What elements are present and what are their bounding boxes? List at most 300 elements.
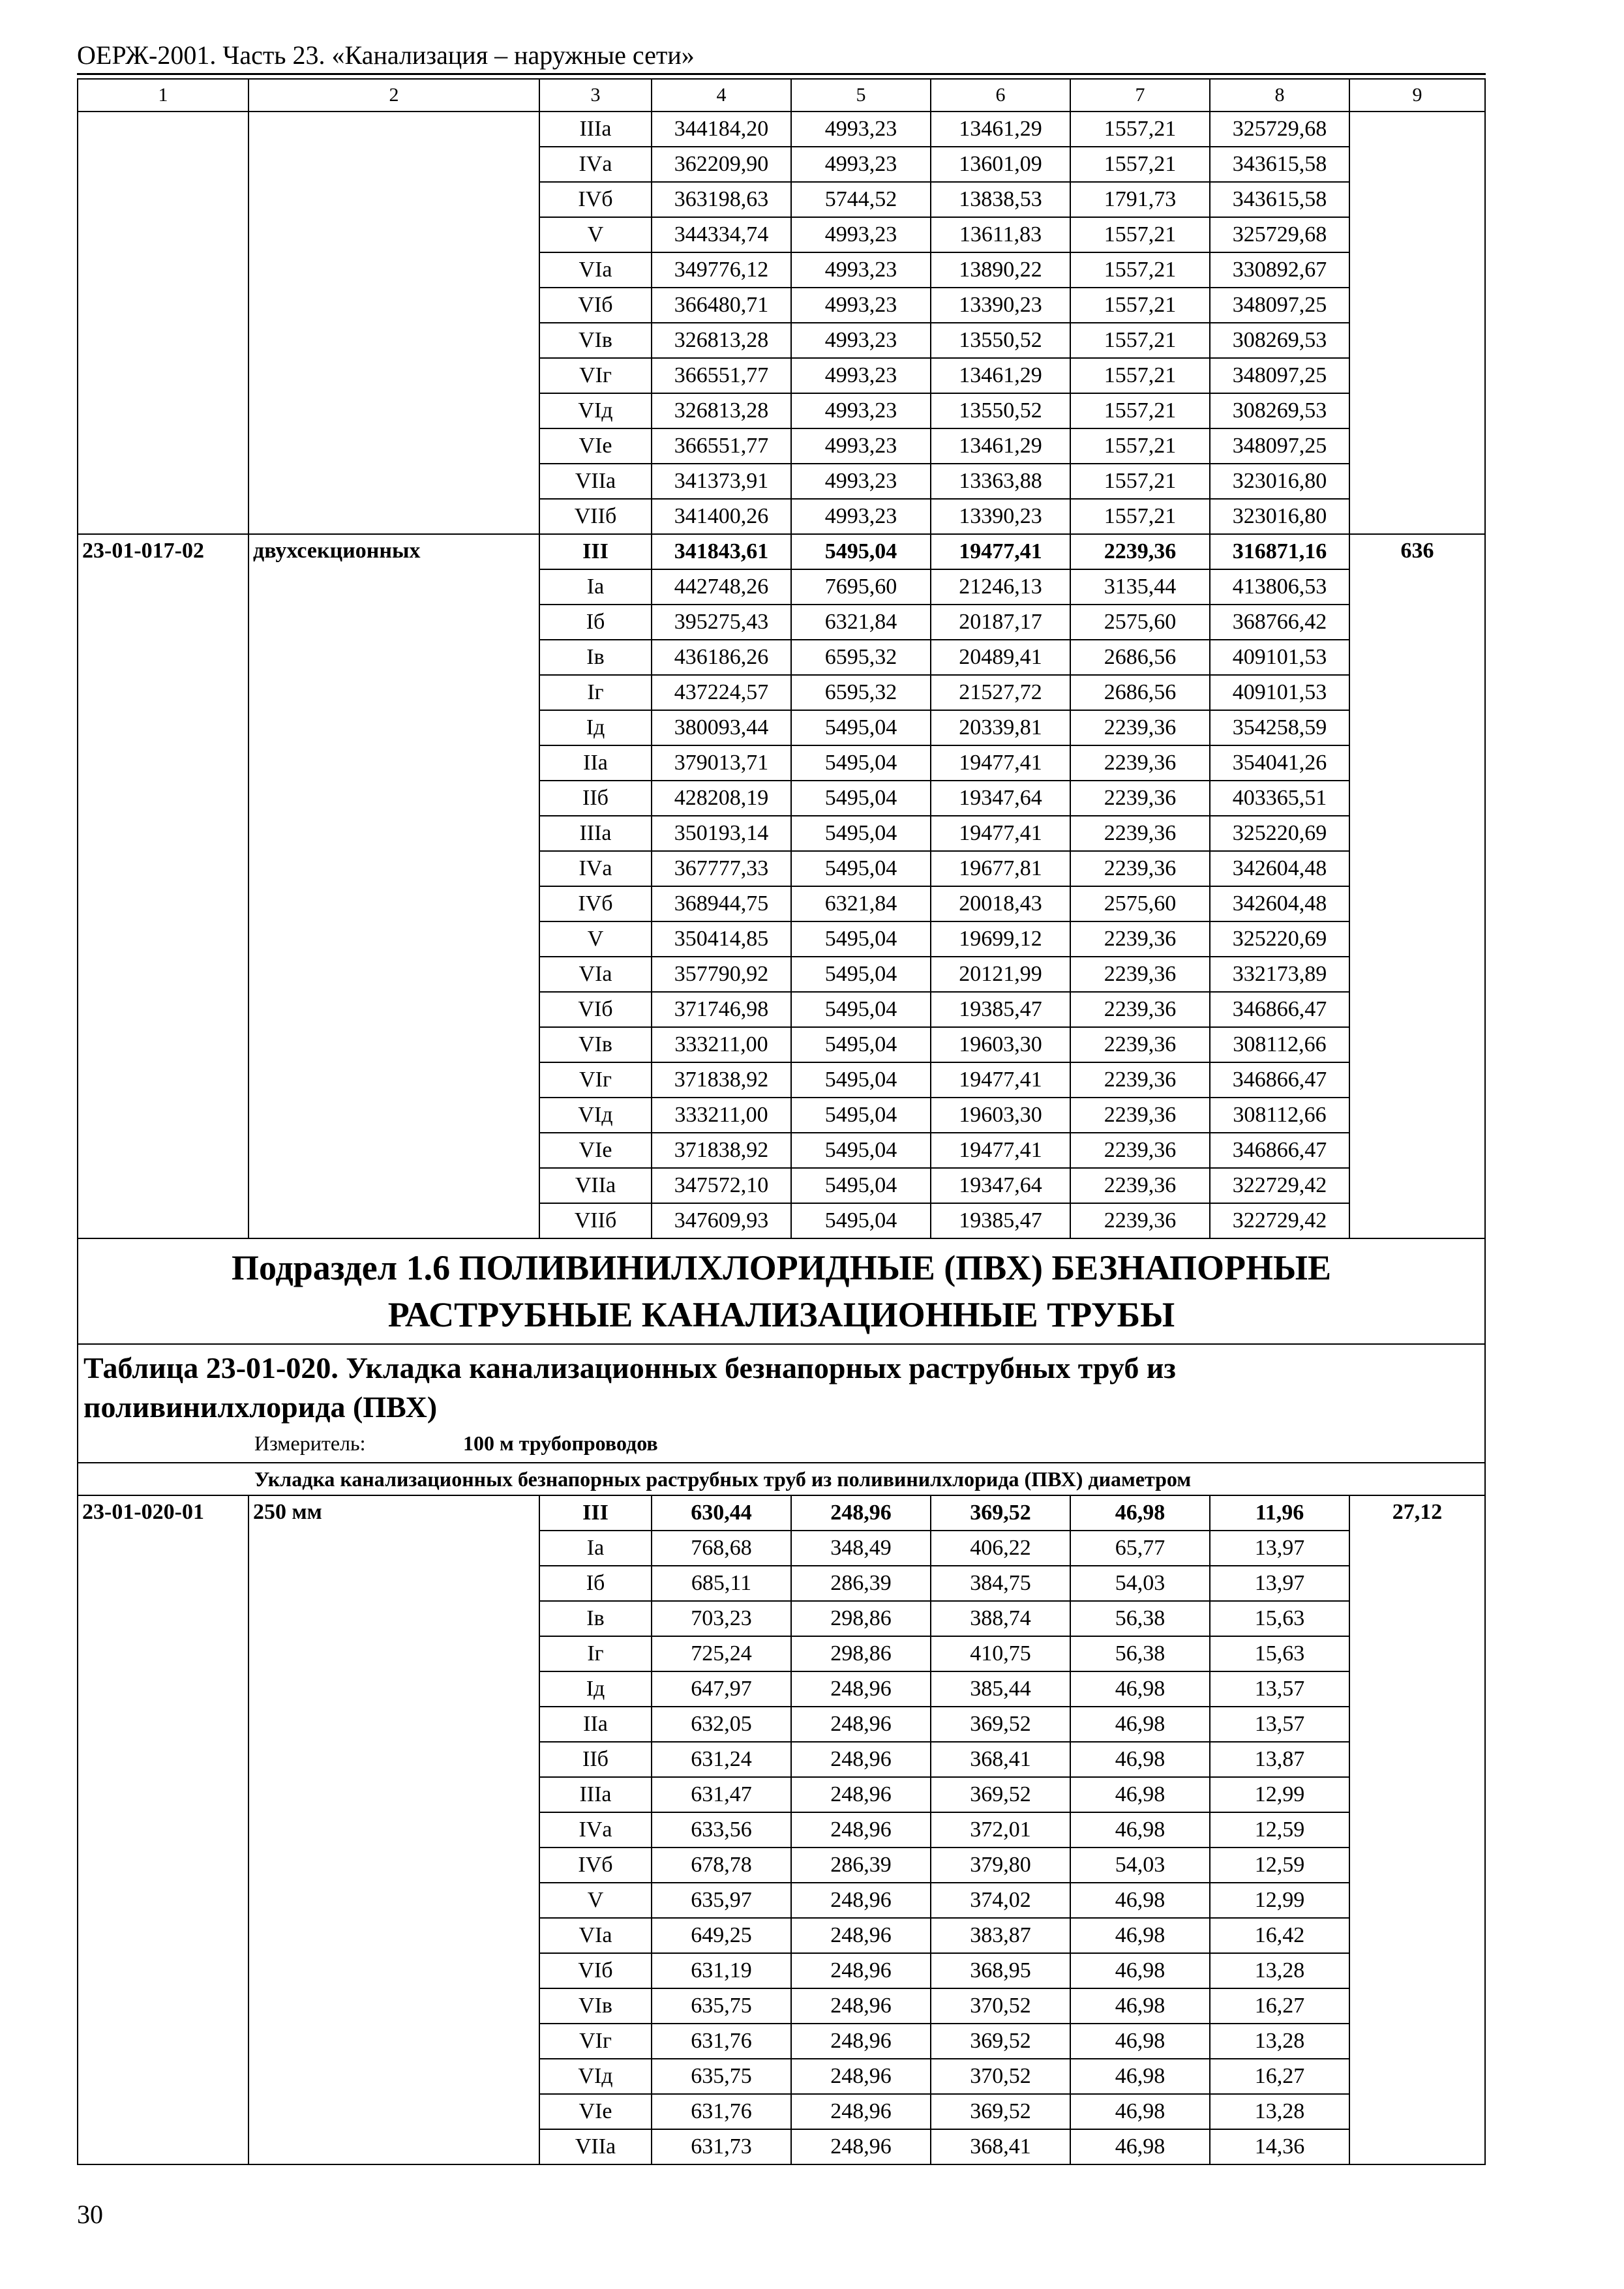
data-col-2: 395275,43 [652,605,791,640]
data-col-3: 5495,04 [791,851,931,886]
data-col-5: 65,77 [1070,1531,1210,1566]
data-col-5: 1557,21 [1070,428,1210,464]
data-col-3: 4993,23 [791,358,931,393]
data-col-6: 12,59 [1210,1848,1349,1883]
data-col-5: 46,98 [1070,2129,1210,2164]
data-col-5: 46,98 [1070,1883,1210,1918]
data-col-6: 308269,53 [1210,323,1349,358]
data-col-4: 19477,41 [931,534,1070,569]
data-col-4: 13838,53 [931,182,1070,217]
data-col-3: 4993,23 [791,217,931,252]
data-col-2: 341373,91 [652,464,791,499]
item-code [78,112,248,534]
region-code: Iб [539,1566,652,1601]
data-col-2: 725,24 [652,1636,791,1671]
data-col-5: 2239,36 [1070,710,1210,745]
region-code: IIб [539,1742,652,1777]
data-col-6: 13,87 [1210,1742,1349,1777]
data-col-4: 13390,23 [931,288,1070,323]
data-col-6: 11,96 [1210,1495,1349,1531]
data-col-4: 369,52 [931,2094,1070,2129]
data-col-2: 379013,71 [652,745,791,781]
data-col-3: 348,49 [791,1531,931,1566]
data-col-4: 368,95 [931,1953,1070,1988]
data-col-3: 248,96 [791,1918,931,1953]
section-row [78,1238,1485,1344]
data-col-3: 248,96 [791,1742,931,1777]
data-col-3: 5495,04 [791,992,931,1027]
data-col-3: 248,96 [791,1988,931,2024]
data-col-4: 410,75 [931,1636,1070,1671]
data-col-2: 344334,74 [652,217,791,252]
data-col-2: 367777,33 [652,851,791,886]
data-col-3: 5495,04 [791,1062,931,1098]
data-col-3: 248,96 [791,1707,931,1742]
data-col-6: 15,63 [1210,1636,1349,1671]
data-col-3: 298,86 [791,1636,931,1671]
data-col-2: 349776,12 [652,252,791,288]
data-col-3: 6595,32 [791,640,931,675]
data-col-4: 19477,41 [931,816,1070,851]
data-col-3: 248,96 [791,1777,931,1812]
region-code: VIIа [539,2129,652,2164]
data-col-6: 16,27 [1210,2059,1349,2094]
data-col-3: 248,96 [791,2129,931,2164]
data-col-3: 5744,52 [791,182,931,217]
region-code: Iг [539,1636,652,1671]
data-col-5: 2239,36 [1070,781,1210,816]
data-col-5: 2239,36 [1070,1027,1210,1062]
data-col-4: 21246,13 [931,569,1070,605]
data-col-6: 13,28 [1210,1953,1349,1988]
data-col-6: 316871,16 [1210,534,1349,569]
data-col-6: 348097,25 [1210,288,1349,323]
column-number: 7 [1070,79,1210,112]
data-col-3: 5495,04 [791,781,931,816]
region-code: IIб [539,781,652,816]
data-col-5: 2686,56 [1070,675,1210,710]
data-col-5: 2239,36 [1070,534,1210,569]
table-title [78,1344,1485,1463]
data-col-5: 46,98 [1070,1812,1210,1848]
data-col-5: 54,03 [1070,1848,1210,1883]
region-code: VIIб [539,1203,652,1238]
data-col-3: 5495,04 [791,1133,931,1168]
data-col-6: 13,57 [1210,1707,1349,1742]
data-col-3: 5495,04 [791,534,931,569]
data-col-2: 631,19 [652,1953,791,1988]
data-col-6: 354041,26 [1210,745,1349,781]
region-code: IVб [539,886,652,921]
data-col-5: 2239,36 [1070,1203,1210,1238]
data-col-6: 308112,66 [1210,1027,1349,1062]
data-col-4: 19347,64 [931,1168,1070,1203]
data-col-6: 322729,42 [1210,1168,1349,1203]
data-col-3: 248,96 [791,1812,931,1848]
region-code: VIд [539,1098,652,1133]
data-col-5: 46,98 [1070,2094,1210,2129]
region-code: VIе [539,428,652,464]
data-col-4: 379,80 [931,1848,1070,1883]
data-col-4: 20187,17 [931,605,1070,640]
data-col-2: 362209,90 [652,147,791,182]
data-col-2: 631,76 [652,2024,791,2059]
data-col-4: 19603,30 [931,1098,1070,1133]
data-col-4: 13550,52 [931,323,1070,358]
data-col-3: 286,39 [791,1848,931,1883]
data-col-5: 46,98 [1070,1671,1210,1707]
column-number: 9 [1349,79,1485,112]
data-col-2: 371838,92 [652,1062,791,1098]
data-col-2: 768,68 [652,1531,791,1566]
region-code: Iд [539,1671,652,1707]
data-col-4: 13550,52 [931,393,1070,428]
data-col-4: 372,01 [931,1812,1070,1848]
data-col-5: 46,98 [1070,2059,1210,2094]
data-col-6: 330892,67 [1210,252,1349,288]
region-code: Iв [539,640,652,675]
measure-line [83,1428,1479,1458]
data-col-5: 1557,21 [1070,464,1210,499]
data-col-5: 1557,21 [1070,147,1210,182]
region-code: IVа [539,851,652,886]
data-col-5: 2239,36 [1070,1168,1210,1203]
data-col-3: 286,39 [791,1566,931,1601]
price-table [77,78,1486,2165]
data-col-6: 13,97 [1210,1531,1349,1566]
data-col-6: 308112,66 [1210,1098,1349,1133]
table-title-line1: Таблица 23-01-020. Укладка канализационных безнапорных раструбных труб из [83,1351,1176,1384]
region-code: IVа [539,147,652,182]
data-col-6: 14,36 [1210,2129,1349,2164]
region-code: IVа [539,1812,652,1848]
price-table-body [78,79,1485,2164]
data-col-2: 630,44 [652,1495,791,1531]
data-col-5: 1557,21 [1070,499,1210,534]
region-code: V [539,1883,652,1918]
data-col-2: 437224,57 [652,675,791,710]
table-row [78,112,1485,147]
region-code: VIIб [539,499,652,534]
page-header: ОЕРЖ-2001. Часть 23. «Канализация – наружные сети» [77,40,695,70]
region-code: VIа [539,957,652,992]
data-col-4: 13890,22 [931,252,1070,288]
data-col-2: 347609,93 [652,1203,791,1238]
region-code: IIIа [539,112,652,147]
data-col-3: 4993,23 [791,499,931,534]
data-col-3: 5495,04 [791,816,931,851]
region-code: Iа [539,1531,652,1566]
data-col-5: 56,38 [1070,1601,1210,1636]
data-col-4: 13363,88 [931,464,1070,499]
data-col-4: 19477,41 [931,1062,1070,1098]
column-number: 5 [791,79,931,112]
data-col-6: 342604,48 [1210,851,1349,886]
data-col-3: 248,96 [791,1883,931,1918]
data-col-6: 13,28 [1210,2024,1349,2059]
data-col-5: 2239,36 [1070,1098,1210,1133]
data-col-4: 374,02 [931,1883,1070,1918]
data-col-5: 46,98 [1070,1953,1210,1988]
data-col-4: 13601,09 [931,147,1070,182]
data-col-4: 19477,41 [931,1133,1070,1168]
region-code: IVб [539,1848,652,1883]
data-col-2: 631,24 [652,1742,791,1777]
column-number: 3 [539,79,652,112]
data-col-4: 13390,23 [931,499,1070,534]
region-code: VIе [539,2094,652,2129]
data-col-5: 1557,21 [1070,252,1210,288]
column-number: 1 [78,79,248,112]
data-col-2: 371746,98 [652,992,791,1027]
item-code: 23-01-017-02 [78,534,248,1238]
data-col-2: 341400,26 [652,499,791,534]
region-code: VIв [539,323,652,358]
data-col-4: 368,41 [931,2129,1070,2164]
data-col-3: 6321,84 [791,886,931,921]
data-col-2: 363198,63 [652,182,791,217]
data-col-5: 1557,21 [1070,358,1210,393]
data-col-6: 346866,47 [1210,1133,1349,1168]
data-col-3: 248,96 [791,2059,931,2094]
column-number: 8 [1210,79,1349,112]
data-col-5: 46,98 [1070,1495,1210,1531]
data-col-4: 13461,29 [931,112,1070,147]
data-col-3: 4993,23 [791,147,931,182]
data-col-4: 21527,72 [931,675,1070,710]
data-col-2: 350414,85 [652,921,791,957]
data-col-5: 2239,36 [1070,957,1210,992]
data-col-5: 56,38 [1070,1636,1210,1671]
column-number: 6 [931,79,1070,112]
data-col-4: 20489,41 [931,640,1070,675]
region-code: III [539,1495,652,1531]
region-code: VIв [539,1988,652,2024]
region-code: V [539,217,652,252]
data-col-3: 5495,04 [791,1098,931,1133]
data-col-6: 325729,68 [1210,112,1349,147]
data-col-6: 323016,80 [1210,464,1349,499]
data-col-4: 370,52 [931,2059,1070,2094]
region-code: VIг [539,358,652,393]
item-name: 250 мм [248,1495,539,2164]
data-col-6: 348097,25 [1210,428,1349,464]
data-col-2: 703,23 [652,1601,791,1636]
data-col-3: 4993,23 [791,464,931,499]
data-col-5: 2239,36 [1070,921,1210,957]
data-col-5: 1557,21 [1070,393,1210,428]
data-col-2: 368944,75 [652,886,791,921]
data-col-2: 366480,71 [652,288,791,323]
data-col-2: 326813,28 [652,323,791,358]
data-col-5: 2686,56 [1070,640,1210,675]
data-col-4: 384,75 [931,1566,1070,1601]
data-col-4: 19477,41 [931,745,1070,781]
region-code: IIIа [539,1777,652,1812]
data-col-5: 2239,36 [1070,992,1210,1027]
data-col-6: 12,99 [1210,1777,1349,1812]
region-code: III [539,534,652,569]
data-col-2: 649,25 [652,1918,791,1953]
data-col-6: 16,27 [1210,1988,1349,2024]
data-col-5: 3135,44 [1070,569,1210,605]
data-col-2: 678,78 [652,1848,791,1883]
region-code: VIа [539,1918,652,1953]
data-col-5: 1791,73 [1070,182,1210,217]
col9-value: 636 [1349,534,1485,1238]
data-col-4: 369,52 [931,1495,1070,1531]
col9-value: 27,12 [1349,1495,1485,2164]
region-code: VIд [539,393,652,428]
data-col-2: 436186,26 [652,640,791,675]
data-col-2: 366551,77 [652,358,791,393]
data-col-2: 344184,20 [652,112,791,147]
data-col-5: 2239,36 [1070,1062,1210,1098]
data-col-5: 1557,21 [1070,288,1210,323]
data-col-6: 346866,47 [1210,1062,1349,1098]
data-col-5: 46,98 [1070,2024,1210,2059]
subtitle-row [78,1463,1485,1495]
data-col-3: 7695,60 [791,569,931,605]
data-col-6: 13,57 [1210,1671,1349,1707]
header-rule [77,73,1486,75]
data-col-3: 5495,04 [791,745,931,781]
region-code: VIг [539,2024,652,2059]
data-col-6: 348097,25 [1210,358,1349,393]
data-col-3: 4993,23 [791,112,931,147]
data-col-6: 342604,48 [1210,886,1349,921]
region-code: VIд [539,2059,652,2094]
data-col-4: 19347,64 [931,781,1070,816]
data-col-6: 323016,80 [1210,499,1349,534]
data-col-2: 631,76 [652,2094,791,2129]
data-col-6: 409101,53 [1210,640,1349,675]
region-code: IIа [539,1707,652,1742]
data-col-6: 325220,69 [1210,816,1349,851]
data-col-3: 5495,04 [791,957,931,992]
data-col-5: 54,03 [1070,1566,1210,1601]
data-col-2: 635,97 [652,1883,791,1918]
item-code: 23-01-020-01 [78,1495,248,2164]
data-col-3: 5495,04 [791,710,931,745]
item-name [248,112,539,534]
region-code: IVб [539,182,652,217]
data-col-2: 635,75 [652,1988,791,2024]
data-col-4: 19385,47 [931,992,1070,1027]
region-code: VIIа [539,464,652,499]
region-code: Iа [539,569,652,605]
data-col-2: 380093,44 [652,710,791,745]
region-code: Iд [539,710,652,745]
region-code: Iв [539,1601,652,1636]
data-col-4: 19603,30 [931,1027,1070,1062]
data-col-2: 631,73 [652,2129,791,2164]
data-col-4: 19699,12 [931,921,1070,957]
data-col-4: 369,52 [931,2024,1070,2059]
data-col-4: 20121,99 [931,957,1070,992]
data-col-6: 13,28 [1210,2094,1349,2129]
region-code: VIб [539,1953,652,1988]
data-col-3: 6595,32 [791,675,931,710]
col9-value [1349,112,1485,534]
table-row [78,534,1485,569]
data-col-5: 1557,21 [1070,112,1210,147]
data-col-2: 326813,28 [652,393,791,428]
data-col-5: 1557,21 [1070,323,1210,358]
data-col-4: 20339,81 [931,710,1070,745]
data-col-2: 366551,77 [652,428,791,464]
data-col-3: 248,96 [791,1671,931,1707]
region-code: VIа [539,252,652,288]
table-title-row [78,1344,1485,1463]
data-col-3: 4993,23 [791,393,931,428]
data-col-6: 15,63 [1210,1601,1349,1636]
data-col-2: 371838,92 [652,1133,791,1168]
region-code: VIIа [539,1168,652,1203]
data-col-5: 2575,60 [1070,886,1210,921]
data-col-5: 2239,36 [1070,745,1210,781]
data-col-5: 2239,36 [1070,1133,1210,1168]
region-code: VIв [539,1027,652,1062]
data-col-6: 12,99 [1210,1883,1349,1918]
data-col-4: 13611,83 [931,217,1070,252]
data-col-4: 20018,43 [931,886,1070,921]
data-col-6: 13,97 [1210,1566,1349,1601]
data-col-3: 6321,84 [791,605,931,640]
data-col-5: 46,98 [1070,1918,1210,1953]
region-code: V [539,921,652,957]
data-col-2: 631,47 [652,1777,791,1812]
data-col-2: 428208,19 [652,781,791,816]
region-code: VIг [539,1062,652,1098]
data-col-5: 46,98 [1070,1988,1210,2024]
region-code: VIб [539,288,652,323]
data-col-2: 635,75 [652,2059,791,2094]
section-heading-line1: Подраздел 1.6 ПОЛИВИНИЛХЛОРИДНЫЕ (ПВХ) БЕЗНАПОРНЫЕ [231,1248,1332,1287]
data-col-2: 333211,00 [652,1098,791,1133]
data-col-5: 46,98 [1070,1742,1210,1777]
region-code: VIб [539,992,652,1027]
data-col-3: 248,96 [791,1953,931,1988]
data-col-6: 368766,42 [1210,605,1349,640]
data-col-6: 343615,58 [1210,182,1349,217]
data-col-3: 248,96 [791,2094,931,2129]
item-name: двухсекционных [248,534,539,1238]
region-code: VIе [539,1133,652,1168]
data-col-3: 248,96 [791,2024,931,2059]
data-col-2: 633,56 [652,1812,791,1848]
data-col-3: 4993,23 [791,428,931,464]
data-col-5: 46,98 [1070,1707,1210,1742]
data-col-3: 4993,23 [791,323,931,358]
section-heading [78,1238,1485,1344]
data-col-3: 5495,04 [791,1168,931,1203]
measure-value: 100 м трубопроводов [463,1431,658,1455]
data-col-6: 325220,69 [1210,921,1349,957]
data-col-4: 385,44 [931,1671,1070,1707]
data-col-4: 13461,29 [931,428,1070,464]
data-col-5: 2575,60 [1070,605,1210,640]
data-col-6: 16,42 [1210,1918,1349,1953]
data-col-3: 248,96 [791,1495,931,1531]
data-col-2: 350193,14 [652,816,791,851]
region-code: IIIа [539,816,652,851]
data-col-4: 406,22 [931,1531,1070,1566]
subtitle: Укладка канализационных безнапорных раструбных труб из поливинилхлорида (ПВХ) диаметром [78,1463,1485,1495]
data-col-2: 341843,61 [652,534,791,569]
data-col-5: 46,98 [1070,1777,1210,1812]
section-heading-line2: РАСТРУБНЫЕ КАНАЛИЗАЦИОННЫЕ ТРУБЫ [387,1295,1175,1334]
